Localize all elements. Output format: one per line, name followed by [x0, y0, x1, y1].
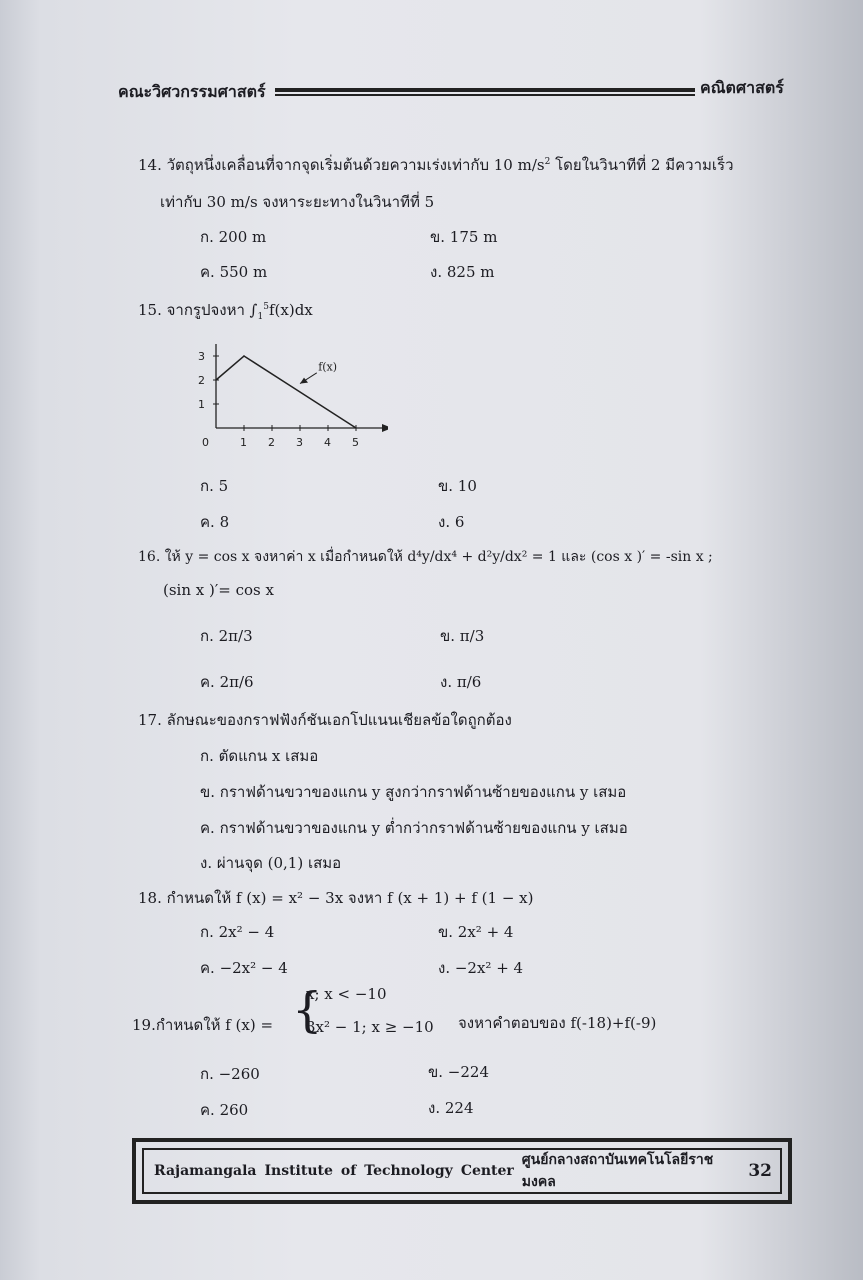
q16-option-c: ค. 2π/6 [200, 673, 254, 691]
q19-option-b: ข. −224 [428, 1063, 489, 1081]
q14-option-c: ค. 550 m [200, 263, 268, 281]
q16-option-d: ง. π/6 [440, 673, 482, 691]
header-rule-thin [275, 94, 695, 96]
q14-sup: 2 [544, 157, 551, 167]
q19-case2: 3x² − 1; x ≥ −10 [306, 1018, 434, 1036]
x-tick-label: 5 [352, 436, 359, 449]
q18-option-a: ก. 2x² − 4 [200, 923, 275, 941]
footer-word: Technology [364, 1163, 453, 1179]
series-point [215, 379, 217, 381]
x-tick-label: 2 [268, 436, 275, 449]
series-point [243, 355, 245, 357]
y-tick-label: 3 [198, 350, 205, 363]
q15-int-sub: 1 [257, 312, 264, 322]
q16-option-a: ก. 2π/3 [200, 627, 253, 645]
q16-option-b: ข. π/3 [440, 627, 485, 645]
series-point [355, 427, 357, 429]
q19-option-c: ค. 260 [200, 1101, 249, 1119]
x-tick-label: 1 [240, 436, 247, 449]
q17-option-a: ก. ตัดแกน x เสมอ [200, 747, 319, 765]
q14-line2: เท่ากับ 30 m/s จงหาระยะทางในวินาทีที่ 5 [160, 193, 435, 211]
q19-option-a: ก. −260 [200, 1065, 260, 1083]
footer-word: Center [460, 1163, 514, 1179]
q15-option-d: ง. 6 [438, 513, 465, 531]
page-number: 32 [748, 1161, 772, 1181]
q15-stem-tail: f(x)dx [268, 301, 313, 319]
q19-tail: จงหาคำตอบของ f(-18)+f(-9) [458, 1014, 657, 1032]
q18-option-c: ค. −2x² − 4 [200, 959, 288, 977]
piecewise-brace: { [292, 982, 323, 1038]
q19-case1: x; x < −10 [306, 985, 387, 1003]
header-rule [275, 88, 695, 92]
q19-stem: 19.กำหนดให้ f (x) = [132, 1016, 274, 1034]
annotation-arrowhead [300, 378, 308, 384]
footer-thai: ศูนย์กลางสถาบันเทคโนโลยีราชมงคล [521, 1152, 714, 1190]
q15-option-b: ข. 10 [438, 477, 477, 495]
q15-option-c: ค. 8 [200, 513, 230, 531]
q15-stem [138, 298, 313, 322]
q19-option-d: ง. 224 [428, 1099, 474, 1117]
header-right: คณิตศาสตร์ [700, 78, 784, 97]
y-tick-label: 2 [198, 374, 205, 387]
y-tick-label: 1 [198, 398, 205, 411]
q18-option-d: ง. −2x² + 4 [438, 959, 524, 977]
footer-box [132, 1138, 792, 1204]
q18-stem: 18. กำหนดให้ f (x) = x² − 3x จงหา f (x + 1) + f (1 − x) [138, 889, 534, 907]
q15-int-sup: 5 [263, 302, 269, 312]
x-tick-label: 0 [202, 436, 209, 449]
q14-option-a: ก. 200 m [200, 228, 267, 246]
q17-option-b: ข. กราฟด้านขวาของแกน y สูงกว่ากราฟด้านซ้ายของแกน y เสมอ [200, 783, 627, 801]
q14-option-d: ง. 825 m [430, 263, 495, 281]
header-left: คณะวิศวกรรมศาสตร์ [118, 82, 266, 101]
annotation-label: f(x) [318, 360, 338, 374]
q17-option-c: ค. กราฟด้านขวาของแกน y ต่ำกว่ากราฟด้านซ้ายของแกน y เสมอ [200, 819, 628, 837]
x-tick-label: 4 [324, 436, 331, 449]
x-tick-label: 3 [296, 436, 303, 449]
footer-word: Rajamangala [154, 1163, 257, 1179]
q14-line1 [138, 153, 734, 177]
q17-option-d: ง. ผ่านจุด (0,1) เสมอ [200, 854, 342, 872]
footer-word: Institute [264, 1163, 333, 1179]
footer-word: of [340, 1163, 357, 1179]
q14-line1-text: 14. วัตถุหนึ่งเคลื่อนที่จากจุดเริ่มต้นด้วยความเร่งเท่ากับ 10 m/s [138, 156, 545, 174]
q16-line2: (sin x )′= cos x [163, 581, 274, 599]
q15-option-a: ก. 5 [200, 477, 229, 495]
x-axis-arrow [382, 424, 388, 432]
q15-stem-text: 15. จากรูปจงหา ∫ [138, 301, 258, 319]
footer-text [142, 1148, 782, 1194]
q15-graph [188, 340, 388, 455]
q14-line1-tail: โดยในวินาทีที่ 2 มีความเร็ว [550, 156, 734, 174]
q17-stem: 17. ลักษณะของกราฟฟังก์ชันเอกโปแนนเชียลข้อใดถูกต้อง [138, 711, 512, 729]
q18-option-b: ข. 2x² + 4 [438, 923, 514, 941]
q14-option-b: ข. 175 m [430, 228, 498, 246]
q16-line1: 16. ให้ y = cos x จงหาค่า x เมื่อกำหนดให้ d⁴y/dx⁴ + d²y/dx² = 1 และ (cos x )′ = -sin x ; [138, 549, 713, 565]
